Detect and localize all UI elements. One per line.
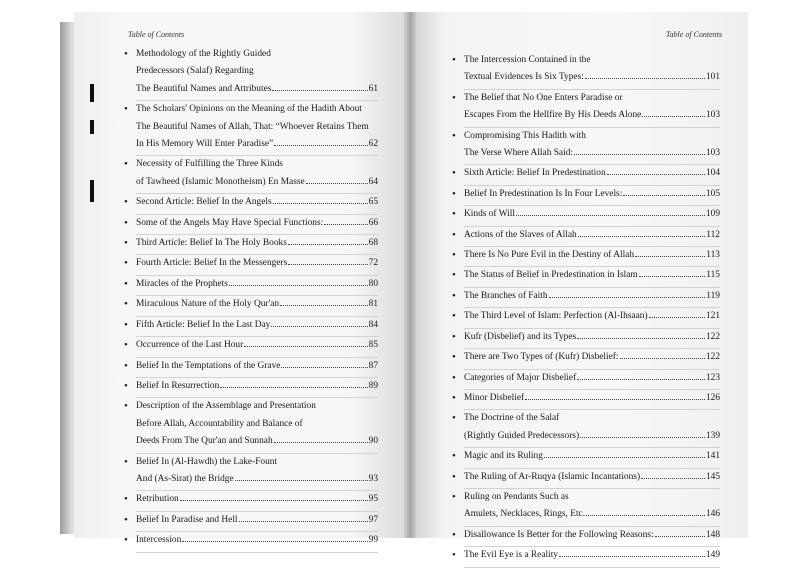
- toc-entry-line: [136, 215, 378, 232]
- toc-entry: [124, 454, 378, 492]
- toc-entry: [452, 308, 720, 328]
- leader-dots: [623, 195, 705, 196]
- toc-entry: [452, 288, 720, 308]
- toc-entry-line: [136, 512, 378, 529]
- leader-dots: [306, 183, 368, 184]
- toc-entry: [452, 128, 720, 166]
- toc-entry-title: • Description of the Assemblage and Presentation: [136, 401, 316, 412]
- page-number: 87: [368, 360, 378, 371]
- page-number: 103: [705, 148, 720, 159]
- page-number: 141: [705, 451, 720, 462]
- leader-dots: [220, 387, 367, 388]
- toc-entry: [124, 358, 378, 378]
- page-number: 89: [368, 380, 378, 391]
- toc-entry-title: • Actions of the Slaves of Allah: [464, 229, 577, 240]
- toc-entry-line: [136, 63, 378, 80]
- toc-entry: [124, 317, 378, 337]
- toc-entry-line: [464, 267, 720, 284]
- toc-entry-title: • Belief In Paradise and Hell: [136, 514, 238, 525]
- toc-entry-title: • Kinds of Will: [464, 209, 516, 220]
- toc-entry-line: [136, 136, 378, 153]
- toc-entry-title: • The Intercession Contained in the: [464, 55, 591, 65]
- toc-entry-title: In His Memory Will Enter Paradise”: [136, 139, 274, 150]
- leader-dots: [180, 500, 368, 501]
- running-head: Table of Contents: [128, 30, 185, 39]
- open-book: [60, 12, 750, 561]
- toc-entry-line: [464, 390, 720, 407]
- toc-entry: [452, 329, 720, 349]
- leader-dots: [272, 90, 367, 91]
- leader-dots: [235, 480, 368, 481]
- toc-entry-line: [464, 227, 720, 244]
- toc-entry: [124, 101, 378, 156]
- page-edge-mark: [90, 84, 94, 102]
- toc-entry-title: • Disallowance Is Better for the Following Reasons:: [464, 529, 654, 540]
- toc-entry-title: (Rightly Guided Predecessors): [464, 430, 580, 441]
- toc-entry-title: • The Third Level of Islam: Perfection (Al-Ihsaan): [464, 311, 648, 322]
- leader-dots: [274, 442, 368, 443]
- leader-dots: [244, 346, 367, 347]
- leader-dots: [577, 338, 705, 339]
- page-number: 139: [705, 430, 720, 441]
- toc-entry: [452, 247, 720, 267]
- page-number: 65: [368, 197, 378, 208]
- leader-dots: [281, 367, 367, 368]
- toc-entry-title: Amulets, Necklaces, Rings, Etc.: [464, 509, 586, 520]
- toc-entry-title: Escapes From the Hellfire By His Deeds Alone: [464, 110, 642, 121]
- toc-entry: [452, 547, 720, 567]
- toc-entry: [124, 296, 378, 316]
- toc-entry-title: Predecessors (Salaf) Regarding: [136, 66, 254, 77]
- toc-entry: [124, 215, 378, 235]
- page-number: 90: [368, 436, 378, 447]
- toc-entry-line: [136, 358, 378, 375]
- leader-dots: [559, 556, 705, 557]
- toc-entry-line: [136, 101, 378, 118]
- leader-dots: [274, 145, 367, 146]
- leader-dots: [578, 236, 706, 237]
- toc-entry-line: [464, 52, 720, 69]
- toc-entry-title: • Second Article: Belief In the Angels: [136, 197, 272, 208]
- page-number: 145: [705, 471, 720, 482]
- toc-entry-line: [136, 398, 378, 415]
- leader-dots: [324, 224, 367, 225]
- toc-entry-line: [136, 276, 378, 293]
- toc-entry: [124, 512, 378, 532]
- toc-entry: [124, 194, 378, 214]
- running-head: Table of Contents: [665, 30, 722, 39]
- leader-dots: [239, 521, 368, 522]
- toc-entry-title: • The Doctrine of the Salaf: [464, 413, 560, 424]
- leader-dots: [288, 244, 368, 245]
- toc-entry-line: [464, 206, 720, 223]
- toc-entry-title: • Compromising This Hadith with: [464, 130, 586, 141]
- page-number: 62: [368, 139, 378, 150]
- leader-dots: [649, 317, 705, 318]
- toc-entry-line: [464, 527, 720, 544]
- toc-entry: [452, 527, 720, 547]
- toc-entry-title: • Miraculous Nature of the Holy Qur'an: [136, 299, 280, 310]
- toc-entry: [124, 398, 378, 453]
- toc-entry-title: • Belief In Predestination Is In Four Levels:: [464, 188, 623, 199]
- toc-entry-line: [136, 119, 378, 136]
- page-number: 68: [368, 238, 378, 249]
- leader-dots: [544, 457, 705, 458]
- toc-entry-line: [136, 174, 378, 191]
- page-number: 95: [368, 494, 378, 505]
- toc-entry-line: [136, 433, 378, 450]
- leader-dots: [549, 297, 706, 298]
- page-number: 64: [368, 176, 378, 187]
- page-number: 149: [705, 550, 720, 561]
- toc-entry-title: • Categories of Major Disbelief: [464, 372, 577, 383]
- toc-entry-title: Deeds From The Qur'an and Sunnah: [136, 436, 273, 447]
- toc-entry-line: [464, 469, 720, 486]
- leader-dots: [525, 399, 705, 400]
- toc-entry: [452, 90, 720, 128]
- page-number: 103: [705, 110, 720, 121]
- page-number: 109: [705, 209, 720, 220]
- toc-entry: [452, 448, 720, 468]
- page-number: 99: [368, 535, 378, 546]
- leader-dots: [635, 256, 705, 257]
- toc-entry-title: The Beautiful Names and Attributes: [136, 83, 272, 94]
- leader-dots: [607, 174, 705, 175]
- toc-entry-title: • Intercession: [136, 535, 182, 546]
- toc-entry: [124, 378, 378, 398]
- toc-entry-line: [136, 46, 378, 63]
- toc-entry-title: • Belief In (Al-Hawdh) the Lake-Fount: [136, 456, 278, 467]
- toc-entry: [452, 165, 720, 185]
- page-number: 81: [368, 299, 378, 310]
- entry-divider: [136, 552, 378, 553]
- toc-entry-title: • Sixth Article: Belief In Predestination: [464, 168, 606, 179]
- leader-dots: [280, 305, 368, 306]
- page-number: 113: [706, 250, 720, 261]
- page-number: 85: [368, 340, 378, 351]
- left-page: [74, 12, 410, 546]
- page-number: 148: [705, 529, 720, 540]
- leader-dots: [620, 358, 705, 359]
- toc-entry-title: • Kufr (Disbelief) and its Types: [464, 331, 577, 342]
- page-number: 101: [705, 72, 720, 83]
- toc-entry-title: • The Branches of Faith: [464, 290, 548, 301]
- toc-entry-line: [464, 288, 720, 305]
- leader-dots: [655, 536, 705, 537]
- toc-entry-line: [136, 378, 378, 395]
- toc-entry-title: The Verse Where Allah Said:: [464, 148, 573, 159]
- page-edge-mark: [90, 180, 94, 202]
- book-spine: [404, 12, 416, 538]
- toc-entry-line: [464, 107, 720, 124]
- toc-entry-title: And (As-Sirat) the Bridge: [136, 473, 234, 484]
- leader-dots: [580, 437, 705, 438]
- toc-entry: [124, 491, 378, 511]
- toc-entry-title: • There are Two Types of (Kufr) Disbelief:: [464, 352, 619, 363]
- toc-entry-title: • Miracles of the Prophets: [136, 278, 228, 289]
- page-number: 119: [706, 290, 720, 301]
- leader-dots: [516, 215, 705, 216]
- toc-entry-line: [136, 454, 378, 471]
- toc-entry-line: [464, 247, 720, 264]
- leader-dots: [639, 276, 706, 277]
- page-number: 72: [368, 258, 378, 269]
- toc-entry: [452, 370, 720, 390]
- leader-dots: [182, 541, 367, 542]
- toc-entry: [452, 410, 720, 448]
- leader-dots: [288, 264, 367, 265]
- page-number: 112: [706, 229, 720, 240]
- toc-entry-title: Before Allah, Accountability and Balance of: [136, 418, 303, 429]
- toc-entry-title: • Fifth Article: Belief In the Last Day: [136, 319, 271, 330]
- page-number: 122: [705, 331, 720, 342]
- toc-entry-title: • There Is No Pure Evil in the Destiny of Allah: [464, 250, 635, 261]
- page-number: 93: [368, 473, 378, 484]
- toc-entry-line: [136, 491, 378, 508]
- toc-entry: [452, 267, 720, 287]
- toc-entry-title: • The Evil Eye is a Reality: [464, 550, 558, 561]
- toc-entry-title: • Retribution: [136, 494, 179, 505]
- toc-entry-title: • Third Article: Belief In The Holy Books: [136, 238, 287, 249]
- toc-entry-title: • Occurrence of the Last Hour: [136, 340, 244, 351]
- toc-entry-title: • Magic and its Ruling: [464, 451, 543, 462]
- toc-entry-line: [136, 296, 378, 313]
- toc-entry-line: [464, 428, 720, 445]
- toc-entry-line: [136, 337, 378, 354]
- toc-entry: [124, 337, 378, 357]
- toc-entry: [452, 186, 720, 206]
- toc-entry: [124, 276, 378, 296]
- toc-entry-line: [464, 329, 720, 346]
- leader-dots: [642, 116, 705, 117]
- toc-entry-line: [464, 448, 720, 465]
- page-number: 126: [705, 392, 720, 403]
- toc-entry-title: • Ruling on Pendants Such as: [464, 491, 569, 502]
- toc-entry-title: • The Ruling of Ar-Ruqya (Islamic Incantations): [464, 471, 641, 482]
- page-number: 61: [368, 83, 378, 94]
- leader-dots: [641, 478, 705, 479]
- toc-entry-title: • Necessity of Fulfilling the Three Kinds: [136, 159, 283, 170]
- toc-entry-line: [464, 370, 720, 387]
- toc-entry-line: [136, 471, 378, 488]
- page-number: 97: [368, 514, 378, 525]
- page-number: 123: [705, 372, 720, 383]
- toc-entry-line: [464, 547, 720, 564]
- toc-entry: [124, 156, 378, 194]
- toc-entry-title: • The Status of Belief in Predestination in Islam: [464, 270, 638, 281]
- toc-entry: [452, 390, 720, 410]
- toc-entry-line: [136, 81, 378, 98]
- toc-entry-title: • Minor Disbelief: [464, 392, 525, 403]
- page-number: 146: [705, 509, 720, 520]
- toc-entry-title: • Fourth Article: Belief In the Messengers: [136, 258, 288, 269]
- toc-entry: [452, 349, 720, 369]
- toc-entry: [452, 206, 720, 226]
- page-number: 104: [705, 168, 720, 179]
- toc-entry-title: • Belief In the Temptations of the Grave: [136, 360, 281, 371]
- leader-dots: [271, 326, 367, 327]
- right-page: [410, 12, 748, 561]
- toc-entry-line: [464, 308, 720, 325]
- page-edge-mark: [90, 120, 94, 134]
- toc-entry-line: [464, 69, 720, 86]
- page-number: 121: [705, 311, 720, 322]
- toc-entry-title: • The Belief that No One Enters Paradise or: [464, 92, 623, 103]
- toc-entry-line: [136, 317, 378, 334]
- leader-dots: [273, 203, 368, 204]
- toc-entry: [124, 532, 378, 552]
- page-number: 122: [705, 352, 720, 363]
- toc-entry-line: [136, 235, 378, 252]
- toc-entry-line: [464, 90, 720, 107]
- toc-entry-line: [136, 255, 378, 272]
- toc-entry: [452, 489, 720, 527]
- toc-entry-title: of Tawheed (Islamic Monotheism) En Masse: [136, 176, 305, 187]
- page-number: 80: [368, 278, 378, 289]
- toc-entry-title: • The Scholars' Opinions on the Meaning of the Hadith About: [136, 104, 362, 115]
- leader-dots: [577, 379, 705, 380]
- toc-entry: [452, 52, 720, 90]
- toc-entry-line: [464, 506, 720, 523]
- toc-entry-line: [464, 145, 720, 162]
- leader-dots: [574, 154, 705, 155]
- page-number: 66: [368, 217, 378, 228]
- toc-entry-line: [464, 489, 720, 506]
- toc-entry-line: [136, 416, 378, 433]
- toc-entry-title: • Some of the Angels May Have Special Functions:: [136, 217, 324, 228]
- toc-entry-title: The Beautiful Names of Allah, That: “Whoever Retains Them: [136, 121, 369, 132]
- toc-entry: [452, 469, 720, 489]
- toc-entry-line: [136, 156, 378, 173]
- toc-entry-line: [464, 165, 720, 182]
- toc-entry-title: Textual Evidences Is Six Types:: [464, 72, 584, 83]
- toc-entry-title: • Belief In Resurrection: [136, 380, 220, 391]
- toc-entry-title: • Methodology of the Rightly Guided: [136, 49, 271, 59]
- leader-dots: [585, 78, 705, 79]
- toc-entry-line: [136, 532, 378, 549]
- toc-entry-line: [136, 194, 378, 211]
- toc-entry: [452, 227, 720, 247]
- toc-entry: [124, 255, 378, 275]
- table-of-contents-right: [452, 52, 720, 568]
- toc-entry-line: [464, 128, 720, 145]
- leader-dots: [586, 515, 705, 516]
- toc-entry-line: [464, 349, 720, 366]
- entry-divider: [464, 567, 720, 568]
- table-of-contents-left: [124, 46, 378, 553]
- toc-entry-line: [464, 410, 720, 427]
- toc-entry: [124, 46, 378, 101]
- page-number: 115: [706, 270, 720, 281]
- page-number: 84: [368, 319, 378, 330]
- page-number: 105: [705, 188, 720, 199]
- toc-entry: [124, 235, 378, 255]
- leader-dots: [229, 285, 368, 286]
- toc-entry-line: [464, 186, 720, 203]
